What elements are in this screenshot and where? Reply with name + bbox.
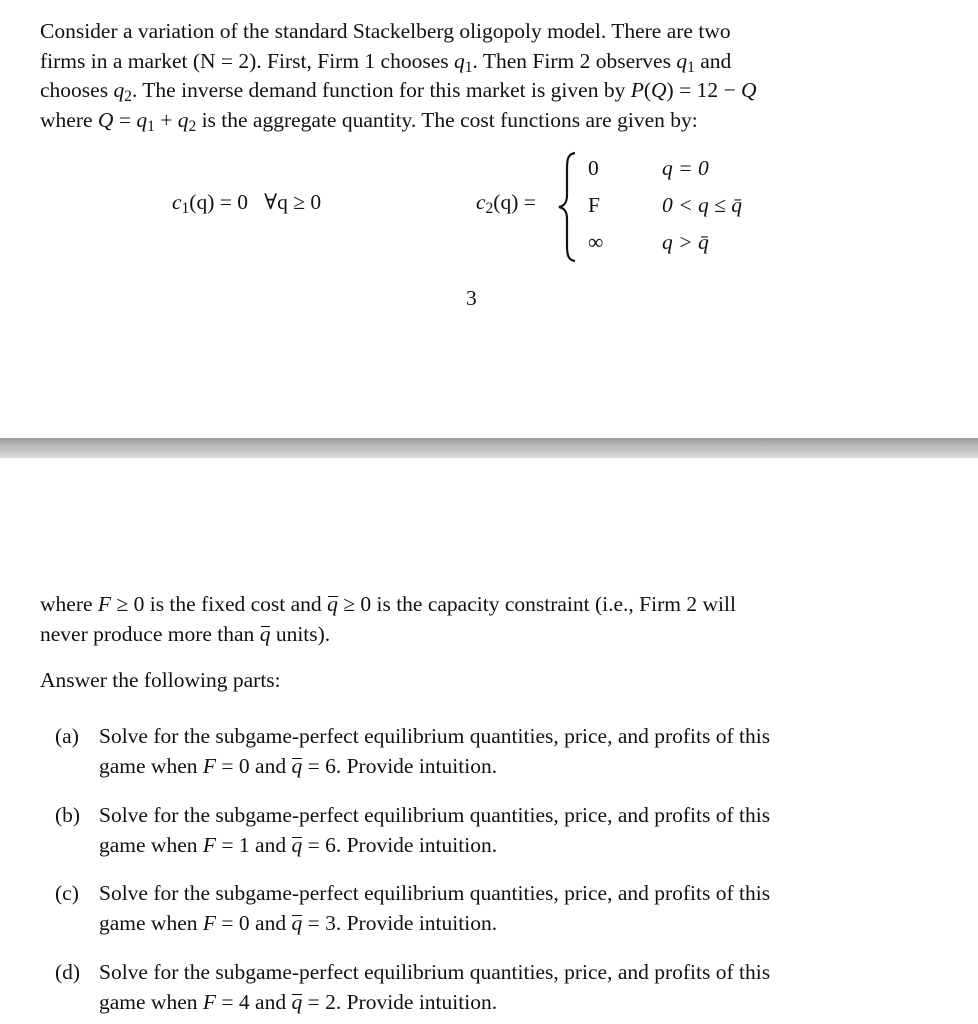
part-label: (a) [55,724,79,748]
definitions-text: where [40,592,98,616]
var-qbar: q [291,988,302,1018]
var-F: F [202,989,217,1014]
intro-text: where [40,107,98,132]
definitions-text: never produce more than [40,621,260,646]
part-text-segment: = 6. Provide intuition. [302,832,498,857]
part-text-segment: game when [99,832,203,857]
var-q1: $q_1$ [676,48,695,76]
part-text-segment: = 0 and [216,753,292,778]
var-F: F [202,753,217,778]
part-text [99,879,770,938]
var-qbar: q [260,620,271,650]
cost-symbol: c [476,190,486,214]
part-text-segment: = 4 and [216,989,292,1014]
intro-text: chooses [40,78,114,102]
part-line-2 [99,752,770,782]
part-text-segment: game when [99,753,203,778]
case-value-2: F [588,193,600,217]
cost-argument: (q) = [493,190,536,214]
case-value-3: ∞ [588,230,604,254]
part-text [99,958,770,1017]
part-label: (d) [55,960,81,984]
cost-symbol: c [172,190,182,214]
part-text-segment: = 2. Provide intuition. [302,989,498,1014]
part-text-segment: = 3. Provide intuition. [302,910,498,935]
case-value-1: 0 [588,156,599,180]
var-F: F [202,832,217,857]
var-qbar: q [291,909,302,939]
definitions-line-1 [40,590,940,620]
intro-text: firms in a market (N = 2). First, Firm 1 chooses [40,48,455,73]
definitions-text: units). [270,621,331,646]
part-label: (b) [55,803,81,827]
intro-text: = 12 − [673,78,741,102]
part-label: (c) [55,881,79,905]
demand-function: P(Q) [630,78,674,102]
var-q1: $q_1$ [454,48,473,76]
var-qbar: q [291,752,302,782]
definitions-text: ≥ 0 is the fixed cost and [111,592,328,616]
case-condition-1: q = 0 [662,156,709,180]
part-line-2 [99,831,770,861]
part-text-segment: game when [99,989,203,1014]
answer-intro [40,666,940,696]
var-Q: Q [740,78,757,102]
part-text-segment: game when [99,910,203,935]
intro-text: is the aggregate quantity. The cost functions are given by: [196,107,698,132]
part-text-segment: = 6. Provide intuition. [302,753,498,778]
var-qbar: q [327,590,338,620]
var-q2: $q_2$ [113,78,132,105]
part-text [99,801,770,860]
var-qbar: q [291,831,302,861]
definitions-paragraph [40,590,940,649]
part-line-2 [99,909,770,939]
cost-quantifier: ∀q ≥ 0 [264,190,322,214]
answer-intro-text: Answer the following parts: [40,668,281,692]
part-text-segment: = 1 and [216,832,292,857]
cost-subscript: 2 [485,199,494,217]
page-number: 3 [466,286,477,310]
var-F: F [97,592,112,616]
cost-argument: (q) = 0 [189,190,248,214]
intro-line-2 [40,47,940,77]
part-line-1: Solve for the subgame-perfect equilibrium quantities, price, and profits of this [99,724,771,748]
cost-subscript: 1 [181,199,190,217]
part-line-1: Solve for the subgame-perfect equilibrium quantities, price, and profits of this [99,960,771,984]
intro-text: . The inverse demand function for this market is given by [131,78,631,102]
aggregate-quantity-eq: $Q = q_1 + q_2$ [97,107,197,135]
part-line-1: Solve for the subgame-perfect equilibrium quantities, price, and profits of this [99,881,771,905]
intro-line-4 [40,106,940,136]
left-brace [556,151,578,263]
cost-function-firm2-lhs [476,190,536,215]
definitions-line-2 [40,620,940,650]
intro-line-1: Consider a variation of the standard Stackelberg oligopoly model. There are two [40,19,731,43]
case-condition-3: q > q̄ [662,230,709,254]
intro-paragraph [40,17,940,135]
part-line-2 [99,988,770,1018]
part-text [99,722,770,781]
definitions-text: ≥ 0 is the capacity constraint (i.e., Firm 2 will [337,592,736,616]
page-break-divider [0,438,978,458]
intro-text: and [694,48,732,73]
intro-text: . Then Firm 2 observes [472,48,677,73]
case-condition-2: 0 < q ≤ q̄ [662,193,743,217]
part-line-1: Solve for the subgame-perfect equilibrium quantities, price, and profits of this [99,803,771,827]
cost-function-firm1 [172,190,321,215]
part-text-segment: = 0 and [216,910,292,935]
intro-line-3 [40,76,940,106]
var-F: F [202,910,217,935]
